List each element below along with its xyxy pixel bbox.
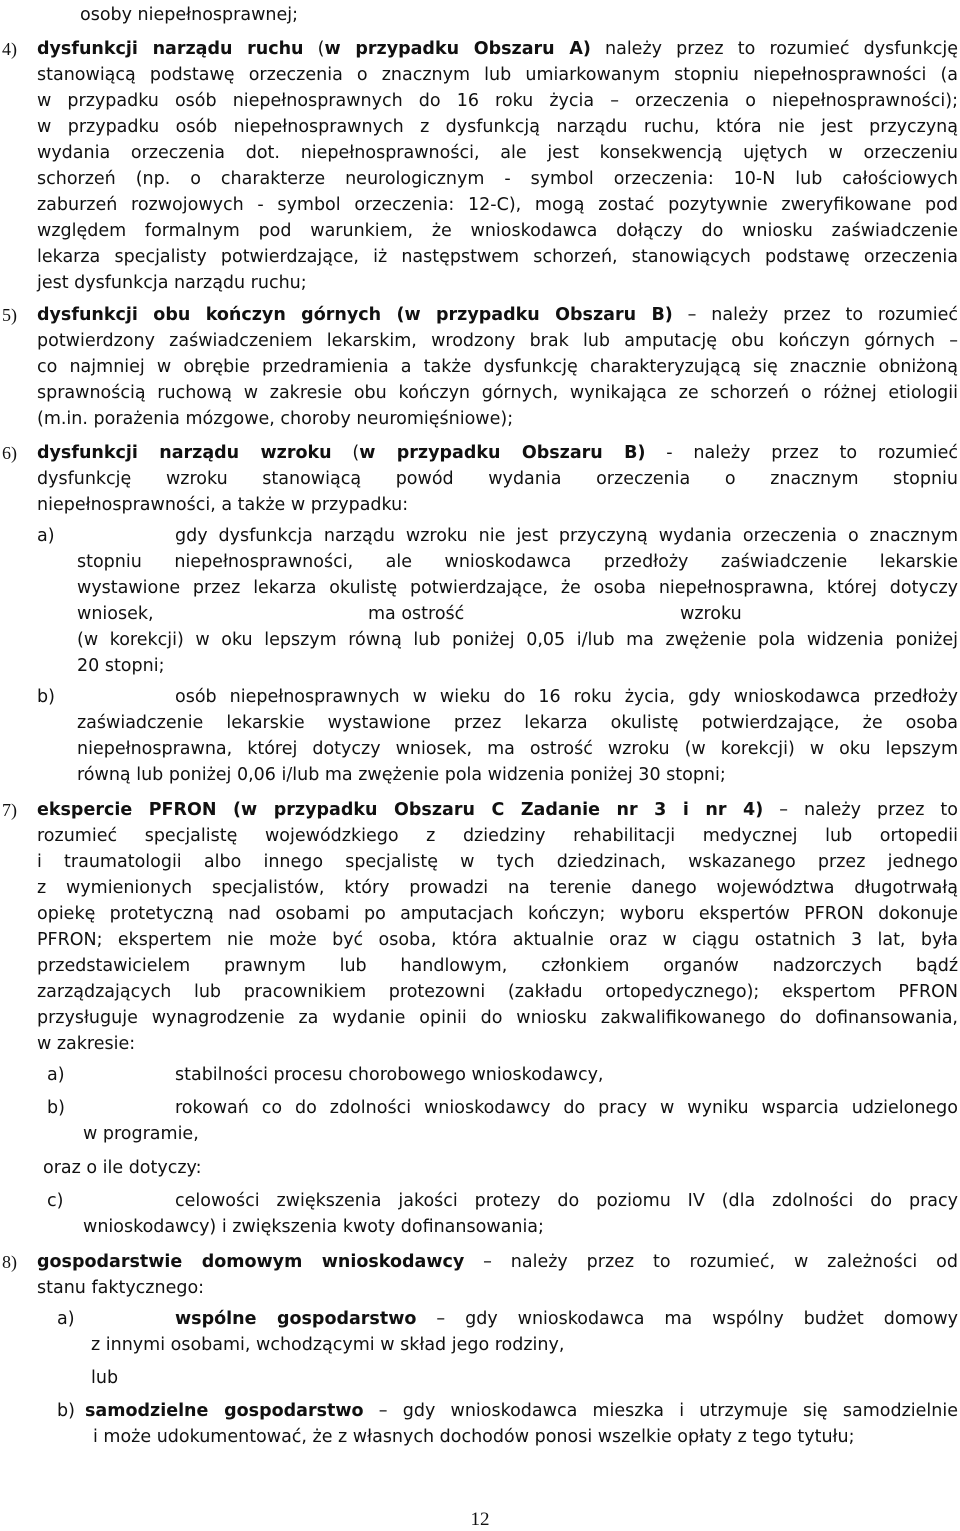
paragraph-line: i może udokumentować, że z własnych dochodów ponosi wszelkie opłaty z tego tytułu; (93, 1427, 855, 1447)
paragraph-line: przysługuje wynagrodzenie za wydanie opinii do wniosku zakwalifikowanego do dofinansowania, (37, 1008, 958, 1028)
sub-item-marker: c) (47, 1191, 64, 1211)
paragraph-line: w przypadku osób niepełnosprawnych z dysfunkcją narządu ruchu, która nie jest przyczyną (37, 117, 958, 137)
paragraph-line: celowości zwiększenia jakości protezy do poziomu IV (dla zdolności do pracy (175, 1191, 958, 1211)
paragraph-line: jest dysfunkcja narządu ruchu; (37, 273, 307, 293)
sub-item-marker: b) (37, 687, 55, 707)
defined-term: samodzielne gospodarstwo (85, 1401, 364, 1421)
paragraph-line: i traumatologii albo innego specjalistę w tych dziedzinach, wskazanego przez jednego (37, 852, 958, 872)
defined-term: ekspercie PFRON (w przypadku Obszaru C Zadanie nr 3 i nr 4) (37, 800, 764, 820)
defined-term: dysfunkcji narządu wzroku (37, 443, 332, 463)
paragraph-line: lub (91, 1368, 119, 1388)
paragraph-line: stopniu niepełnosprawności, ale wnioskodawca przedłoży zaświadczenie lekarskie (77, 552, 958, 572)
page-number: 12 (470, 1509, 490, 1530)
paragraph-text: – gdy wnioskodawca mieszka i utrzymuje się samodzielnie (363, 1401, 958, 1421)
paragraph-line: w programie, (83, 1124, 199, 1144)
defined-term: wspólne gospodarstwo (175, 1309, 417, 1329)
paragraph-line: niepełnosprawna, której dotyczy wniosek, ma ostrość wzroku (w korekcji) w oku lepszym (77, 739, 958, 759)
paragraph-text: ma ostrość (368, 604, 465, 624)
paragraph-line: równą lub poniżej 0,06 i/lub ma zwężenie pola widzenia poniżej 30 stopni; (77, 765, 726, 785)
item-number: 8) (2, 1252, 17, 1272)
paragraph-line: względem formalnym pod warunkiem, że wnioskodawca dołączy do wniosku zaświadczenie (37, 221, 958, 241)
paragraph-line: 20 stopni; (77, 656, 165, 676)
paragraph-line: osoby niepełnosprawnej; (80, 5, 298, 25)
sub-item-marker: b) (57, 1401, 75, 1421)
paragraph-line: sprawnością ruchową w zakresie obu kończyn górnych, wynikająca ze schorzeń o różnej etiologii (37, 383, 958, 403)
paragraph-line: wystawione przez lekarza okulistę potwierdzające, że osoba niepełnosprawna, której dotyczy (77, 578, 958, 598)
paragraph-line: zarządzających lub pracownikiem protezowni (zakładu ortopedycznego); ekspertom PFRON (37, 982, 958, 1002)
paragraph-text: – należy przez to (763, 800, 959, 820)
sub-item-marker: a) (37, 526, 55, 546)
area-note: w przypadku Obszaru B) (359, 443, 646, 463)
paragraph-line: przedstawicielem prawnym lub handlowym, członkiem organów nadzorczych bądź (37, 956, 958, 976)
paragraph-line: PFRON; ekspertem nie może być osoba, która aktualnie oraz w ciągu ostatnich 3 lat, była (37, 930, 958, 950)
paragraph-text: ( (303, 39, 325, 59)
defined-term: dysfunkcji narządu ruchu (37, 39, 304, 59)
paragraph-text: – gdy wnioskodawca ma wspólny budżet domowy (416, 1309, 958, 1329)
definition-heading-line (37, 36, 958, 62)
paragraph-line: (w korekcji) w oku lepszym równą lub poniżej 0,05 i/lub ma zwężenie pola widzenia poniżej (77, 630, 958, 650)
paragraph-text: należy przez to rozumieć dysfunkcję (590, 39, 958, 59)
sub-item-marker: b) (47, 1098, 65, 1118)
paragraph-line: stanu faktycznego: (37, 1278, 205, 1298)
definition-heading-line (37, 797, 958, 823)
paragraph-line: stabilności procesu chorobowego wnioskodawcy, (175, 1065, 604, 1085)
paragraph-line (85, 1398, 958, 1424)
paragraph-line: zaświadczenie lekarskie wystawione przez lekarza okulistę potwierdzające, że osoba (77, 713, 958, 733)
paragraph-line: z wymienionych specjalistów, który prowadzi na terenie danego województwa długotrwałą (37, 878, 958, 898)
paragraph-line: rozumieć specjalistę wojewódzkiego z dziedziny rehabilitacji medycznej lub ortopedii (37, 826, 958, 846)
paragraph-line: potwierdzony zaświadczeniem lekarskim, wrodzony brak lub amputację obu kończyn górnych – (37, 331, 958, 351)
paragraph-line: dysfunkcję wzroku stanowiącą powód wydania orzeczenia o znacznym stopniu (37, 469, 958, 489)
defined-term: gospodarstwie domowym wnioskodawcy (37, 1252, 465, 1272)
definition-heading-line (37, 302, 958, 328)
paragraph-line: lekarza specjalisty potwierdzające, iż następstwem schorzeń, stanowiących podstawę orzeczenia (37, 247, 958, 267)
definition-heading-line (37, 1249, 958, 1275)
sub-item-marker: a) (47, 1065, 65, 1085)
paragraph-text: – należy przez to rozumieć, w zależności od (464, 1252, 958, 1272)
sub-item-marker: a) (57, 1309, 75, 1329)
paragraph-line: w przypadku osób niepełnosprawnych do 16 roku życia – orzeczenia o niepełnosprawności); (37, 91, 958, 111)
paragraph-line: wydania orzeczenia dot. niepełnosprawności, ale jest konsekwencją ujętych w orzeczeniu (37, 143, 958, 163)
paragraph-line: z innymi osobami, wchodzącymi w skład jego rodziny, (91, 1335, 565, 1355)
definition-heading-line (37, 440, 958, 466)
paragraph-text: - należy przez to rozumieć (645, 443, 958, 463)
item-number: 4) (2, 39, 17, 59)
paragraph-line: zaburzeń rozwojowych - symbol orzeczenia: 12-C), mogą zostać pozytywnie zweryfikowane pod (37, 195, 958, 215)
paragraph-line: gdy dysfunkcja narządu wzroku nie jest przyczyną wydania orzeczenia o znacznym (175, 526, 958, 546)
paragraph-text: – należy przez to rozumieć (672, 305, 958, 325)
paragraph-line: w zakresie: (37, 1034, 136, 1054)
paragraph-line: rokowań co do zdolności wnioskodawcy do pracy w wyniku wsparcia udzielonego (175, 1098, 958, 1118)
item-number: 5) (2, 305, 17, 325)
paragraph-line: niepełnosprawności, a także w przypadku: (37, 495, 409, 515)
paragraph-text: ( (331, 443, 360, 463)
paragraph-line (175, 1306, 958, 1332)
item-number: 6) (2, 443, 17, 463)
paragraph-line: (m.in. porażenia mózgowe, choroby neuromięśniowe); (37, 409, 514, 429)
paragraph-line: schorzeń (np. o charakterze neurologicznym - symbol orzeczenia: 10-N lub całościowych (37, 169, 958, 189)
paragraph-line: co najmniej w obrębie przedramienia a także dysfunkcję charakteryzującą się znacznie obniżoną (37, 357, 958, 377)
paragraph-text: wniosek, (77, 604, 154, 624)
paragraph-text: wzroku (680, 604, 742, 624)
paragraph-line: stanowiącą podstawę orzeczenia o znacznym lub umiarkowanym stopniu niepełnosprawności (a (37, 65, 958, 85)
area-note: w przypadku Obszaru A) (324, 39, 591, 59)
paragraph-line: wnioskodawcy) i zwiększenia kwoty dofinansowania; (83, 1217, 544, 1237)
paragraph-line: opiekę protetyczną nad osobami po amputacjach kończyn; wyboru ekspertów PFRON dokonuje (37, 904, 958, 924)
defined-term: dysfunkcji obu kończyn górnych (w przypadku Obszaru B) (37, 305, 673, 325)
item-number: 7) (2, 800, 17, 820)
paragraph-line: osób niepełnosprawnych w wieku do 16 roku życia, gdy wnioskodawca przedłoży (175, 687, 958, 707)
paragraph-line: oraz o ile dotyczy: (43, 1158, 202, 1178)
